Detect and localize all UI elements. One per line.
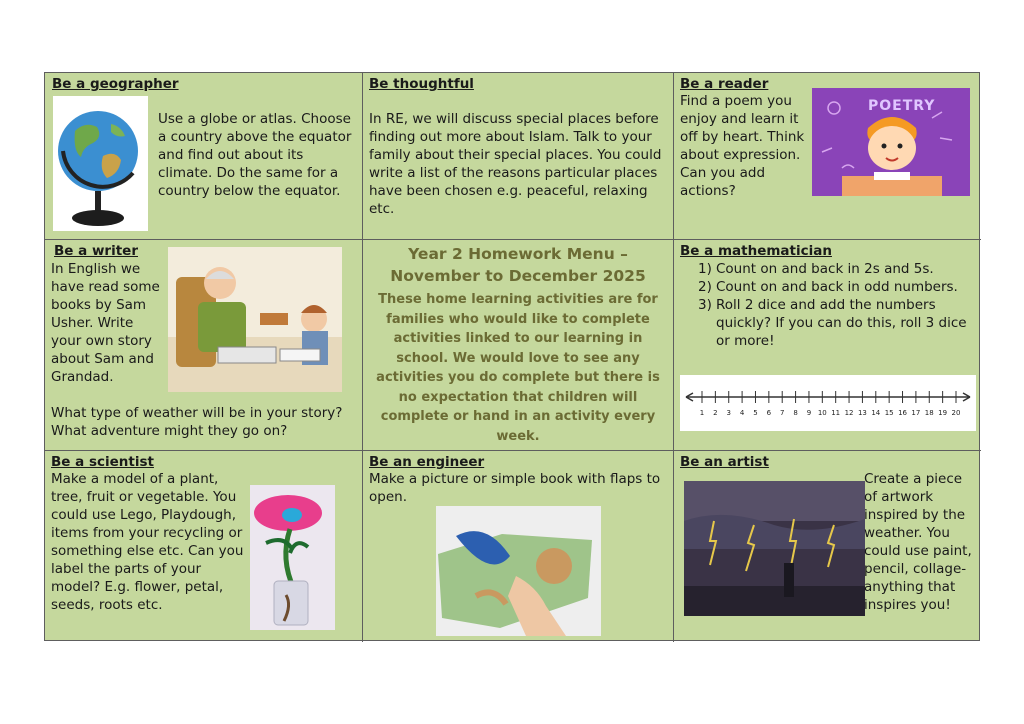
number-line-label: 13 [857,409,867,417]
writer-questions: What type of weather will be in your story? What adventure might they go on? [51,405,343,439]
poetry-picture [812,88,970,196]
flap-book-picture [436,506,601,636]
math-list [680,260,970,350]
artist-text: Create a piece of artwork inspired by the weather. You could use paint, pencil, collage- anything that inspires you! [864,471,972,613]
list-item: 2) Count on and back in odd numbers. [698,279,958,295]
poetry-word: POETRY [868,98,936,114]
cell-thoughtful [363,73,674,240]
thoughtful-text: In RE, we will discuss special places before finding out more about Islam. Talk to your family about their special places. You could write a list of the reasons particular places have been chosen e.g. peaceful, relaxing etc. [369,111,662,217]
cell-center [363,240,674,451]
engineer-title: Be an engineer [369,454,485,470]
cell-reader [674,73,981,240]
cell-scientist [45,451,363,642]
cell-writer [45,240,363,451]
number-line-label: 11 [831,409,841,417]
number-line-label: 5 [753,409,758,417]
thoughtful-title: Be thoughtful [369,76,474,92]
globe-picture [53,96,148,231]
cell-mathematician [674,240,981,451]
scientist-text: Make a model of a plant, tree, fruit or vegetable. You could use Lego, Playdough, items from your recycling or something else etc. Can you label the parts of your model? E.g. flower, petal, seeds, roots etc. [51,471,244,613]
number-line-label: 19 [938,409,948,417]
menu-description: These home learning activities are for families who would like to complete activities linked to our learning in school. We would love to see any activities you do complete but there is no expectation that children will complete or hand in an activity every week. [376,292,660,444]
number-line-label: 9 [806,409,812,417]
list-item: 1) Count on and back in 2s and 5s. [698,261,934,277]
number-line-label: 3 [726,409,731,417]
cell-geographer [45,73,363,240]
list-item: 3) Roll 2 dice and add the numbers quickly? If you can do this, roll 3 dice or more! [698,297,967,349]
storm-artwork-picture [684,481,865,616]
number-line-label: 8 [793,409,798,417]
reader-text: Find a poem you enjoy and learn it off by heart. Think about expression. Can you add actions? [680,93,805,199]
geographer-text: Use a globe or atlas. Choose a country above the equator and find out about its climate. Do the same for a country below the equator. [158,111,352,199]
scientist-title: Be a scientist [51,454,154,470]
number-line-label: 2 [713,409,718,417]
number-line-label: 10 [817,409,827,417]
homework-menu-grid [44,72,980,641]
cell-engineer [363,451,674,642]
cell-artist [674,451,981,642]
number-line-label: 4 [739,409,745,417]
number-line-label: 17 [911,409,921,417]
number-line-label: 1 [699,409,705,417]
number-line-label: 18 [924,409,934,417]
writer-text: In English we have read some books by Sam Usher. Write your own story about Sam and Grandad. [51,261,160,385]
plant-model-picture [250,485,335,630]
number-line-label: 12 [844,409,854,417]
writer-title: Be a writer [54,243,138,259]
number-line-label: 15 [884,409,894,417]
artist-title: Be an artist [680,454,769,470]
geographer-title: Be a geographer [52,76,179,92]
menu-title: Year 2 Homework Menu – November to December 2025 [390,245,646,285]
mathematician-title: Be a mathematician [680,243,832,259]
number-line-label: 7 [779,409,785,417]
number-line-label: 6 [766,409,772,417]
number-line [680,375,976,431]
grandad-picture [168,247,342,392]
number-line-label: 20 [951,409,961,417]
number-line-label: 14 [871,409,881,417]
number-line-label: 16 [898,409,907,417]
reader-title: Be a reader [680,76,769,92]
engineer-text: Make a picture or simple book with flaps to open. [369,471,661,505]
